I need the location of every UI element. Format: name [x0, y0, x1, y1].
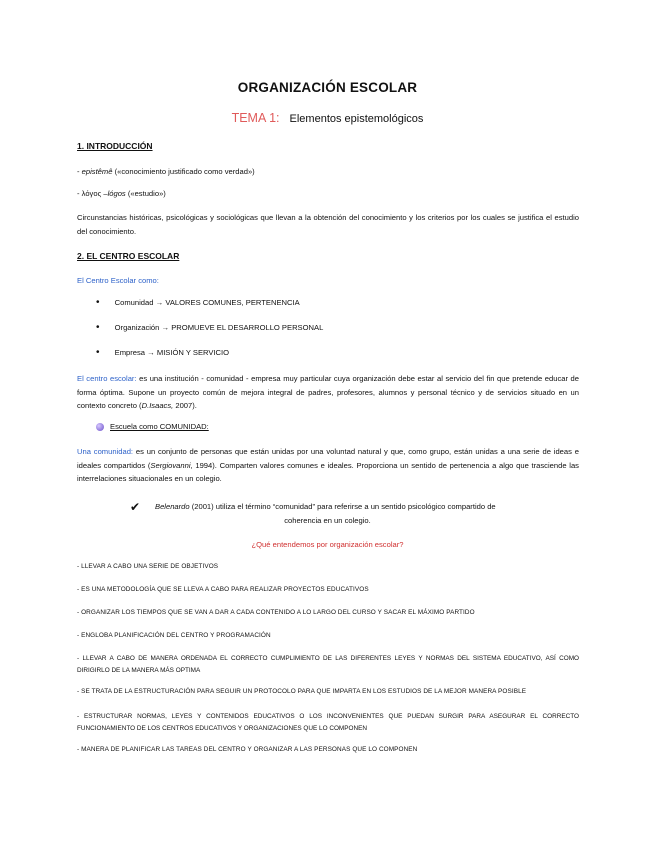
- bullet-dot-icon: •: [96, 347, 100, 358]
- document-title: ORGANIZACIÓN ESCOLAR: [237, 80, 418, 95]
- belenardo-text: (2001) utiliza el término “comunidad” para referirse a un sentido psicológico compartido de: [189, 502, 496, 511]
- escuela-comunidad-label: Escuela como COMUNIDAD:: [110, 422, 209, 431]
- answer-item: - ESTRUCTURAR NORMAS, LEYES Y CONTENIDOS EDUCATIVOS O LOS INCONVENIENTES QUE PUEDAN SURGIR PARA ASEGURAR EL CORRECTO FUNCIONAMIENTO DE LOS CENTROS EDUCATIVOS Y ORGANIZACIONES QUE LO COMPONEN: [77, 713, 579, 732]
- bullet-organizacion: [96, 322, 323, 333]
- intro-item-logos: [77, 189, 166, 198]
- intro-item-episteme: [77, 167, 255, 176]
- tema-heading: [0, 111, 655, 125]
- bullet-dot-icon: •: [96, 297, 100, 308]
- bullet-value: PROMUEVE EL DESARROLLO PERSONAL: [171, 323, 324, 332]
- bullet-comunidad: [96, 297, 300, 308]
- definition-term: El centro escolar:: [77, 374, 137, 383]
- question-heading: ¿Qué entendemos por organización escolar?: [251, 540, 404, 549]
- answer-item: - ES UNA METODOLOGÍA QUE SE LLEVA A CABO PARA REALIZAR PROYECTOS EDUCATIVOS: [77, 586, 369, 593]
- definition-text: es una institución - comunidad - empresa muy particular cuya organización debe estar al servicio del fin que pretende educar de forma óptima. Supone un proyecto común de mejora integral de padres, profesores, alumnos y personal técnico y de servicios situado en un contexto concreto (: [77, 374, 579, 410]
- definition-term: Una comunidad:: [77, 447, 134, 456]
- checkmark-icon: ✔: [130, 500, 141, 514]
- answer-item: - LLEVAR A CABO DE MANERA ORDENADA EL CORRECTO CUMPLIMIENTO DE LAS DIFERENTES LEYES Y NORMAS DEL SISTEMA EDUCATIVO, ASÍ COMO DIRIGIRLO DE LA MANERA MÁS OPTIMA: [77, 655, 579, 674]
- citation: D.Isaacs,: [141, 401, 174, 410]
- bullet-term: Comunidad: [114, 298, 154, 307]
- bullet-value: MISIÓN Y SERVICIO: [156, 348, 230, 357]
- answer-item: - ORGANIZAR LOS TIEMPOS QUE SE VAN A DAR A CADA CONTENIDO A LO LARGO DEL CURSO Y SACAR EL MÁXIMO PARTIDO: [77, 609, 475, 616]
- bullet-value: VALORES COMUNES, PERTENENCIA: [165, 298, 300, 307]
- answer-item: - SE TRATA DE LA ESTRUCTURACIÓN PARA SEGUIR UN PROTOCOLO PARA QUE IMPARTA EN LOS ESTUDIOS DE LA MEJOR MANERA POSIBLE: [77, 688, 527, 695]
- answer-item: - MANERA DE PLANIFICAR LAS TAREAS DEL CENTRO Y ORGANIZAR A LAS PERSONAS QUE LO COMPONEN: [77, 746, 418, 753]
- bullet-circle-icon: [96, 423, 104, 431]
- arrow-right-icon: →: [147, 348, 155, 357]
- comunidad-definition: [77, 445, 579, 486]
- intro-item-prefix: -: [77, 167, 82, 176]
- definition-text: 2007).: [173, 401, 197, 410]
- intro-item-prefix: - λόγος –: [77, 189, 108, 198]
- centro-escolar-subheading: El Centro Escolar como:: [77, 276, 159, 285]
- intro-item-rest: («conocimiento justificado como verdad»): [112, 167, 255, 176]
- belenardo-line2: coherencia en un colegio.: [284, 516, 371, 525]
- author-name: Belenardo: [155, 502, 190, 511]
- intro-paragraph: Circunstancias históricas, psicológicas y sociológicas que llevan a la obtención del conocimiento y los criterios por los cuales se justifica el estudio del conocimiento.: [77, 213, 579, 236]
- arrow-right-icon: →: [161, 323, 170, 332]
- definition-text: es un conjunto de personas que están unidas por una voluntad natural y que, como grupo, están unidas a una serie de ideas e ideales compartidos (: [77, 447, 579, 470]
- escuela-comunidad-heading: [96, 422, 209, 431]
- bullet-empresa: [96, 347, 229, 358]
- answer-item: - ENGLOBA PLANIFICACIÓN DEL CENTRO Y PROGRAMACIÓN: [77, 632, 271, 639]
- belenardo-line1: [155, 502, 496, 511]
- tema-text: Elementos epistemológicos: [289, 113, 424, 125]
- bullet-term: Organización: [114, 323, 160, 332]
- centro-escolar-definition: [77, 372, 579, 413]
- answer-item: - LLEVAR A CABO UNA SERIE DE OBJETIVOS: [77, 563, 219, 570]
- intro-item-rest: («estudio»): [125, 189, 166, 198]
- tema-label: TEMA 1:: [231, 111, 280, 125]
- intro-item-term: epistêmê: [81, 167, 113, 176]
- section-heading-introduccion: 1. INTRODUCCIÓN: [77, 141, 153, 151]
- bullet-term: Empresa: [114, 348, 146, 357]
- section-heading-centro-escolar: 2. EL CENTRO ESCOLAR: [77, 251, 180, 261]
- citation: Sergiovanni: [150, 460, 191, 470]
- intro-item-term: lógos: [107, 189, 126, 198]
- definition-text: , 1994). Comparten valores comunes e ideales. Proporciona un sentido de pertenencia a algo que trasciende las interrelaciones situacionales en un colegio.: [77, 460, 579, 483]
- arrow-right-icon: →: [155, 298, 164, 307]
- bullet-dot-icon: •: [96, 322, 100, 333]
